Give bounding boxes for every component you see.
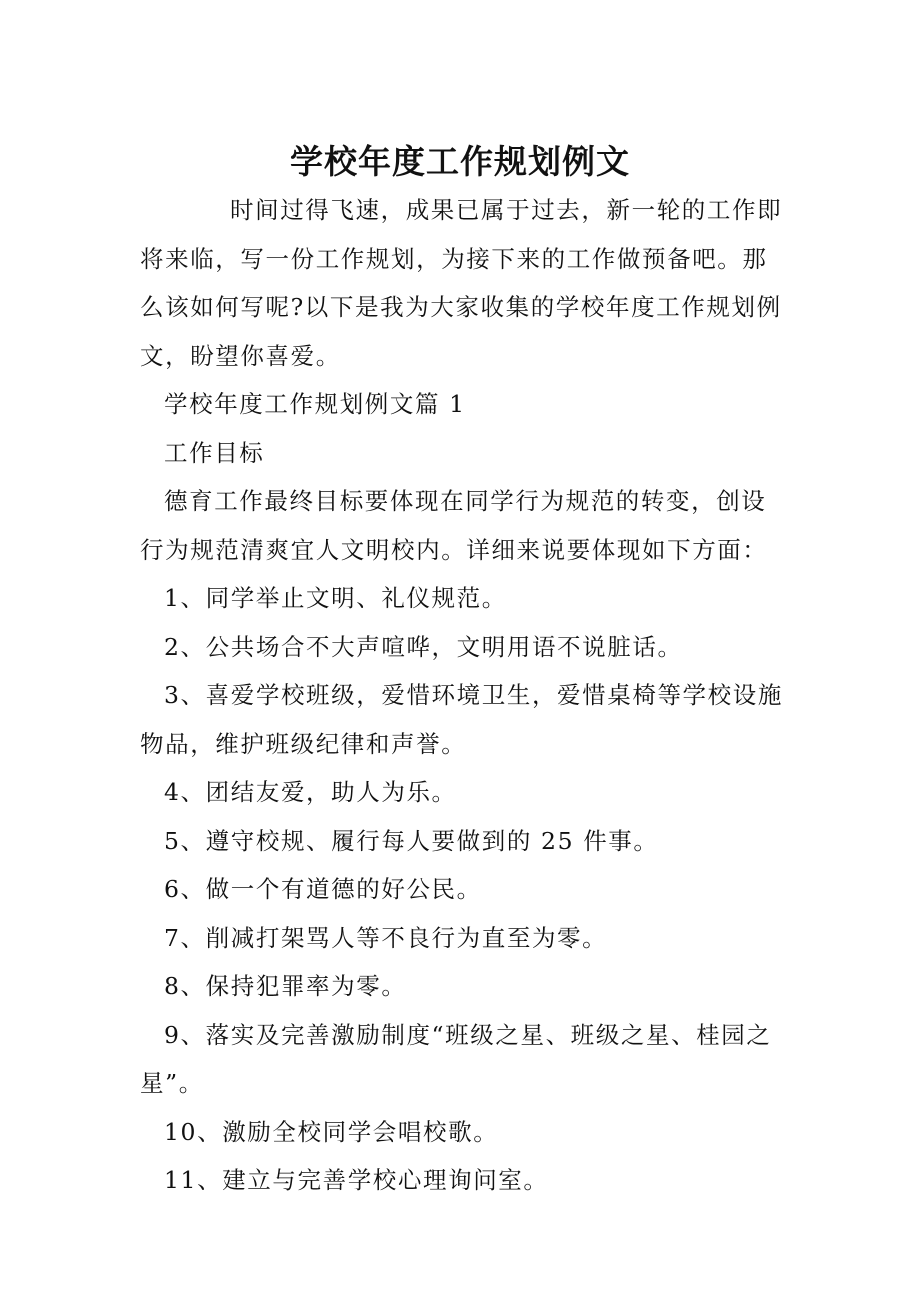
list-item: 7、削减打架骂人等不良行为直至为零。 [164, 923, 608, 952]
list-item: 3、喜爱学校班级，爱惜环境卫生，爱惜桌椅等学校设施物品，维护班级纪律和声誉。 [140, 681, 783, 758]
list-item: 10、激励全校同学会唱校歌。 [164, 1117, 499, 1146]
intro-paragraph: 时间过得飞速，成果已属于过去，新一轮的工作即将来临，写一份工作规划，为接下来的工作做预备吧。那么该如何写呢?以下是我为大家收集的学校年度工作规划例文，盼望你喜爱。 [140, 196, 783, 370]
list-item: 6、做一个有道德的好公民。 [164, 875, 482, 903]
subheading-goals: 工作目标 [164, 438, 265, 467]
section-heading: 学校年度工作规划例文篇 1 [164, 390, 466, 418]
list-item: 4、团结友爱，助人为乐。 [164, 778, 457, 806]
list-item: 9、落实及完善激励制度“班级之星、班级之星、桂园之星”。 [140, 1020, 772, 1097]
list-item: 2、公共场合不大声喧哗，文明用语不说脏话。 [164, 632, 683, 661]
list-item: 5、遵守校规、履行每人要做到的 25 件事。 [164, 826, 659, 855]
list-item: 11、建立与完善学校心理询问室。 [164, 1166, 549, 1194]
document-title: 学校年度工作规划例文 [290, 142, 630, 182]
document-body [140, 186, 790, 1205]
list-item: 1、同学举止文明、礼仪规范。 [164, 584, 507, 612]
goal-paragraph: 德育工作最终目标要体现在同学行为规范的转变，创设行为规范清爽宜人文明校内。详细来说要体现如下方面： [140, 487, 768, 564]
list-item: 8、保持犯罪率为零。 [164, 972, 407, 1000]
